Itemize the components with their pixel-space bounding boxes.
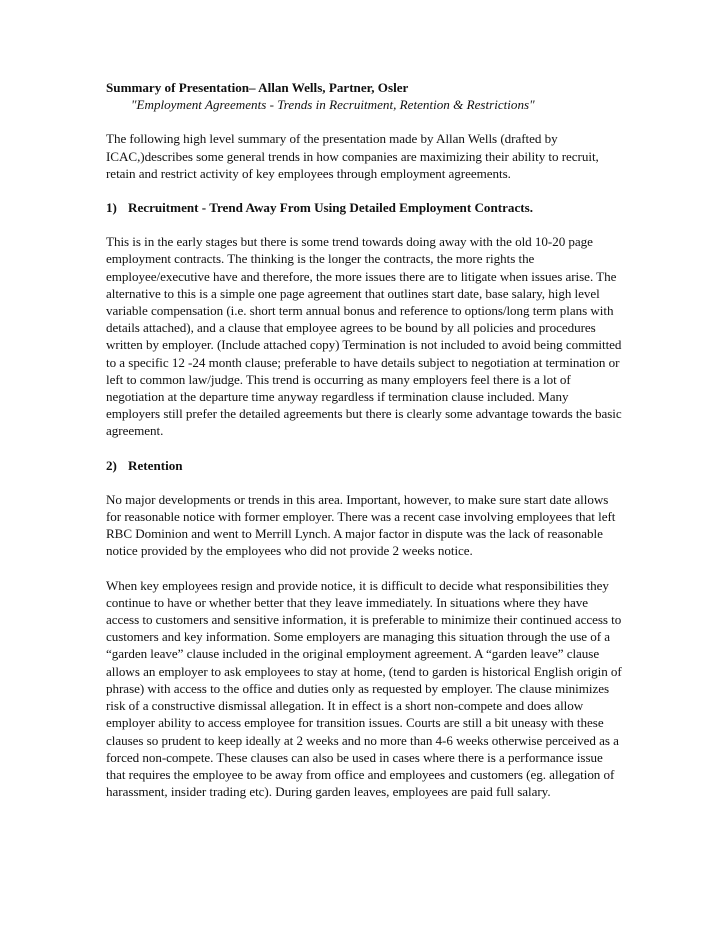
spacer <box>106 113 622 130</box>
spacer <box>106 216 622 233</box>
section-title: Recruitment - Trend Away From Using Detailed Employment Contracts. <box>128 200 534 216</box>
spacer <box>106 182 622 199</box>
section-heading <box>106 457 622 474</box>
intro-paragraph: The following high level summary of the presentation made by Allan Wells (drafted by ICAC,)describes some general trends in how companies are maximizing their ability to recruit, retain and restrict activity of key employees through employment agreements. <box>106 131 599 181</box>
section-title: Retention <box>128 457 183 473</box>
section-recruitment <box>106 199 622 440</box>
document-title: Summary of Presentation– Allan Wells, Partner, Osler <box>106 80 409 95</box>
section-paragraph: No major developments or trends in this area. Important, however, to make sure start date allows for reasonable notice with former employer. There was a recent case involving employees that left RBC Dominion and went to Merrill Lynch. A major factor in dispute was the lack of reasonable notice provided by the employees who did not provide 2 weeks notice. <box>106 491 616 559</box>
spacer <box>106 440 622 457</box>
section-number: 2) <box>106 457 117 473</box>
section-retention <box>106 457 622 801</box>
section-paragraph: When key employees resign and provide notice, it is difficult to decide what responsibilities they continue to have or whether better that they leave immediately. In situations where they have access to customers and sensitive information, it is preferable to minimize their continued access to customers and key information. Some employers are managing this situation through the use of a “garden leave” clause included in the original employment agreement. A “garden leave” clause allows an employer to ask employees to stay at home, (tend to garden is historical English origin of phrase) with access to the office and duties only as requested by employer. The clause minimizes risk of a constructive dismissal allegation. It in effect is a short non-compete and does allow employer ability to access employee for transition issues. Courts are still a bit uneasy with these clauses so prudent to keep ideally at 2 weeks and no more than 4-6 weeks otherwise perceived as a forced non-compete. These clauses can also be used in cases where there is a performance issue that requires the employee to be away from office and employees and customers (eg. allegation of harassment, insider trading etc). During garden leaves, employees are paid full salary. <box>106 577 622 800</box>
spacer <box>106 560 622 577</box>
document-subtitle: "Employment Agreements - Trends in Recruitment, Retention & Restrictions" <box>131 97 535 113</box>
section-paragraph: This is in the early stages but there is some trend towards doing away with the old 10-20 page employment contracts. The thinking is the longer the contracts, the more rights the employee/executive have and therefore, the more issues there are to litigate when issues arise. The alternative to this is a simple one page agreement that outlines start date, base salary, high level variable compensation (i.e. short term annual bonus and reference to options/long term plans with details attached), and a clause that employee agrees to be bound by all policies and procedures written by employer. (Include attached copy) Termination is not included to avoid being committed to a specific 12 -24 month clause; preferable to have details subject to negotiation at termination or left to common law/judge. This trend is occurring as many employers feel there is a lot of negotiation at the departure time anyway regardless if termination clause included. Many employers still prefer the detailed agreements but there is clearly some advantage towards the basic agreement. <box>106 234 622 439</box>
spacer <box>106 474 622 491</box>
section-number: 1) <box>106 200 117 216</box>
document-page <box>106 79 622 800</box>
section-heading <box>106 199 622 216</box>
